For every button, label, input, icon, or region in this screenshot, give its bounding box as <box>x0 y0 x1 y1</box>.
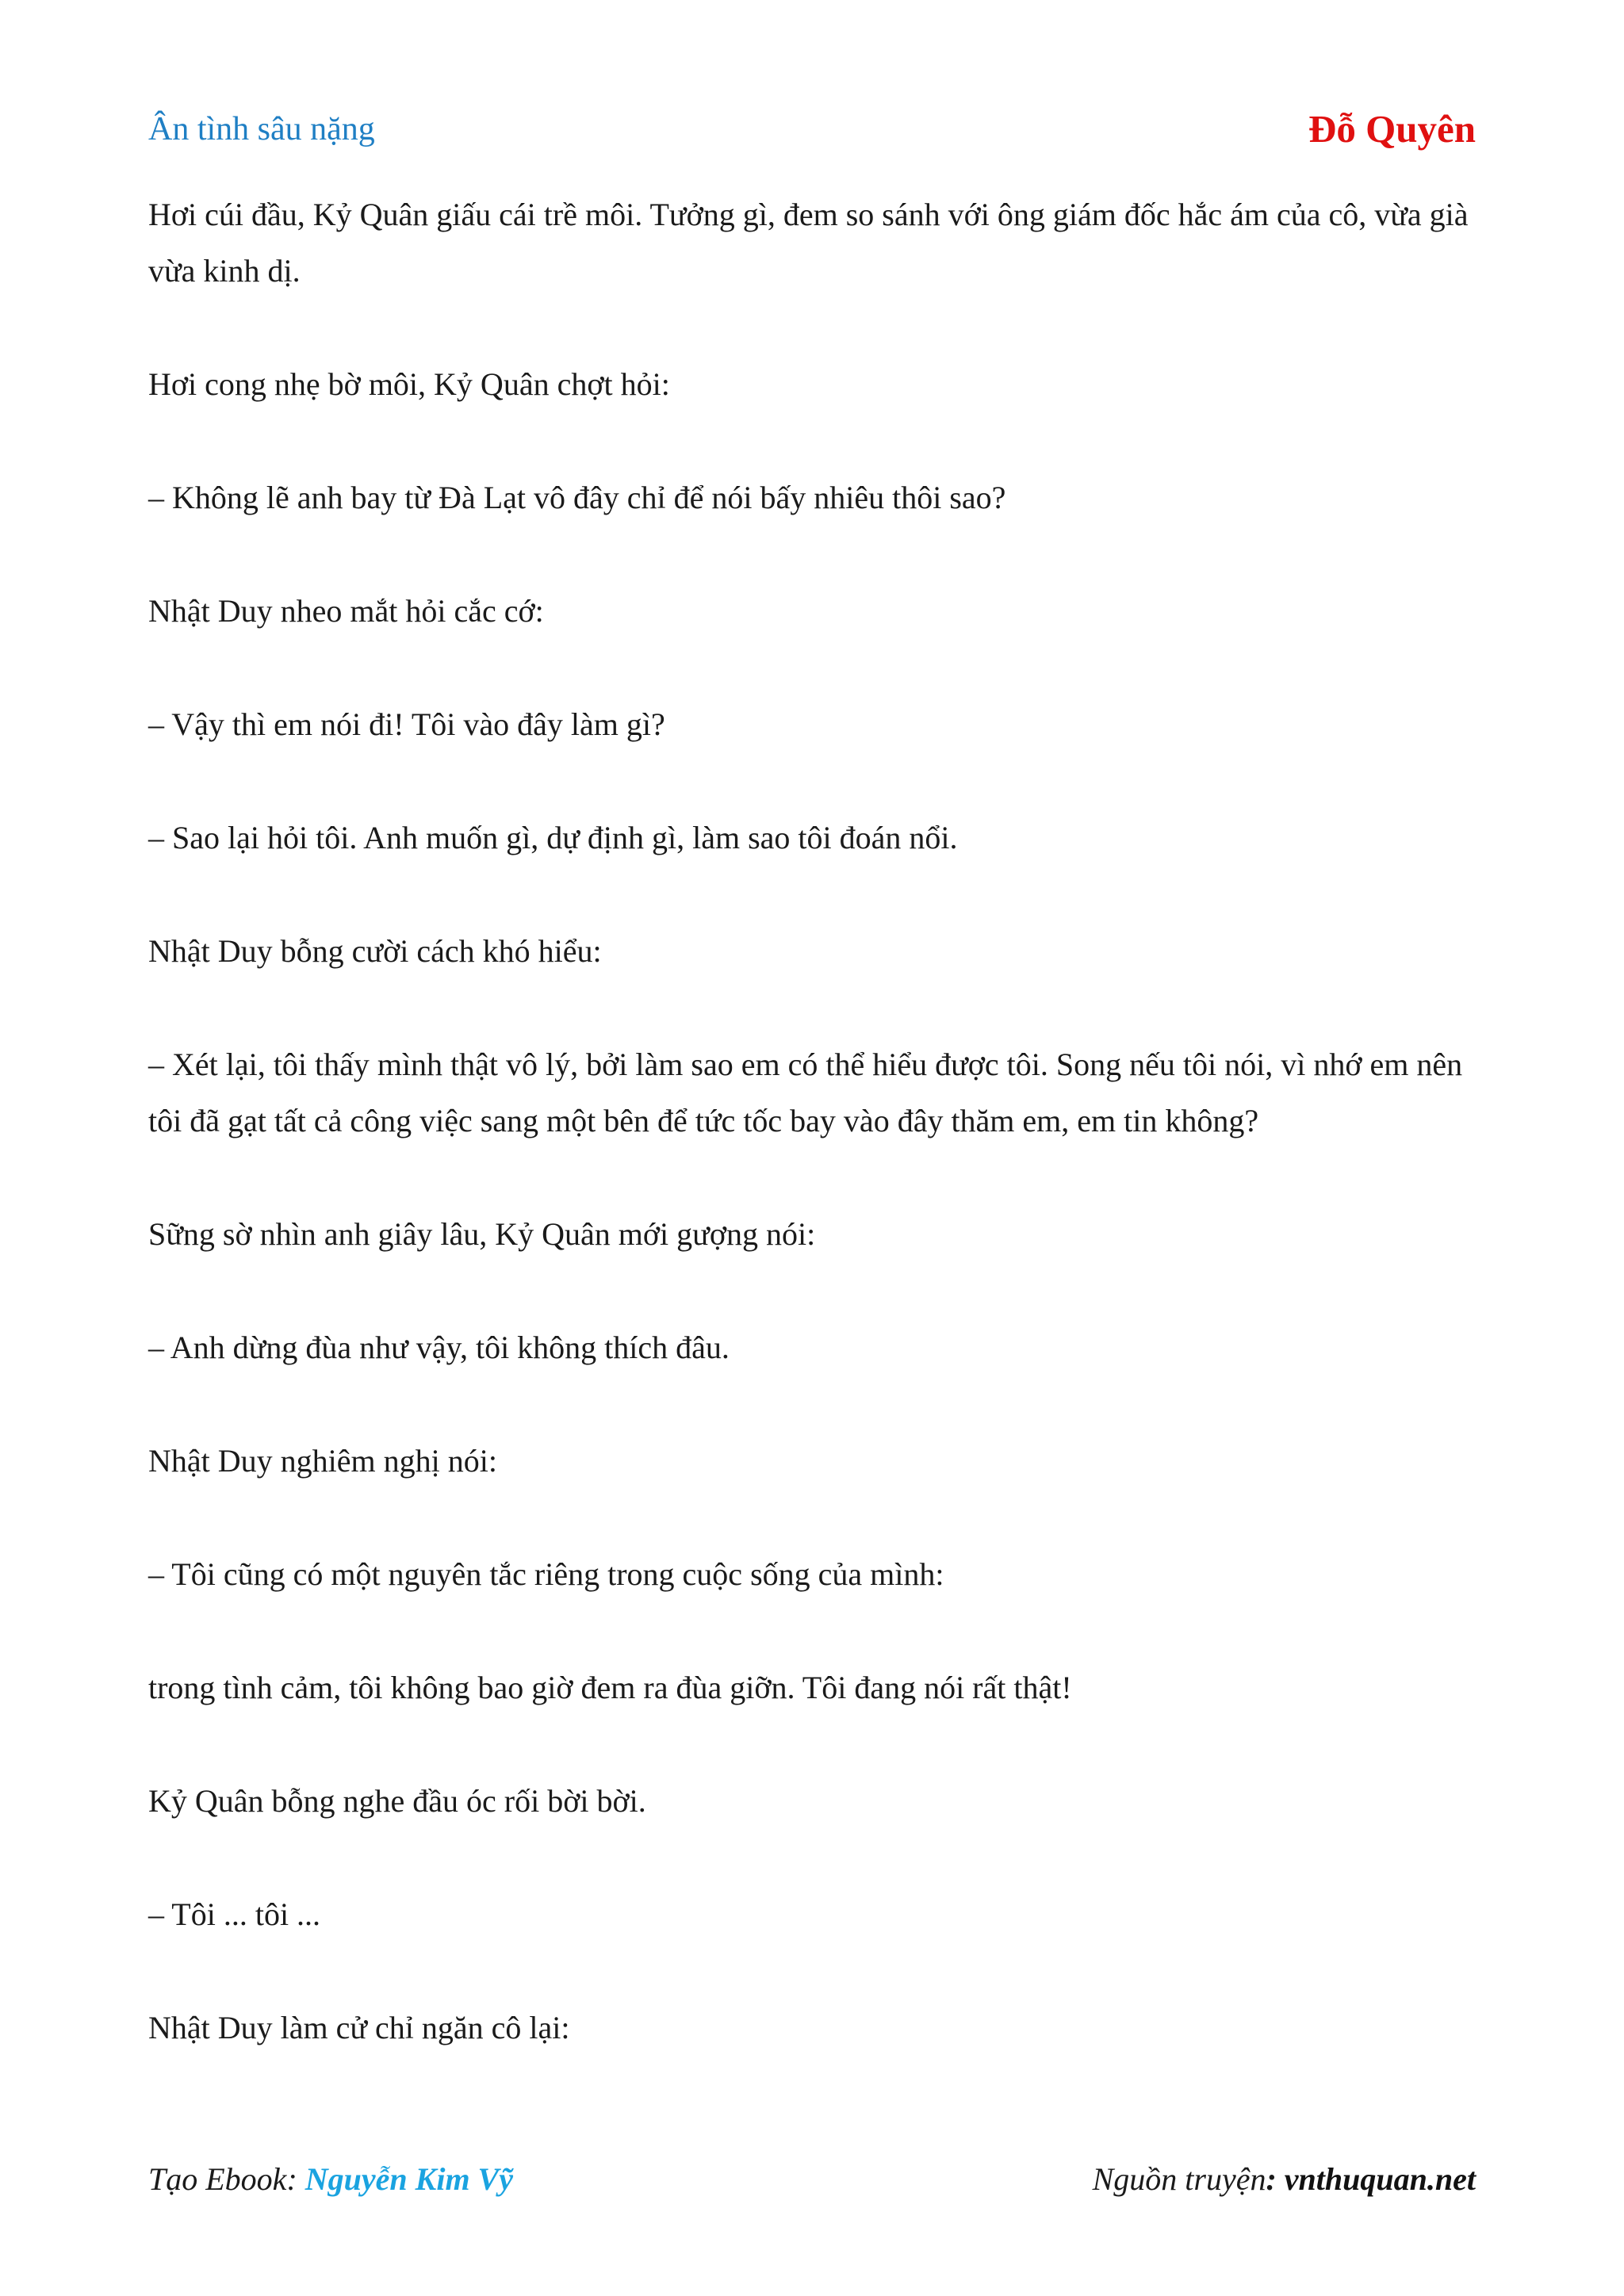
page-body <box>148 186 1476 2056</box>
source-credit <box>1093 2152 1476 2207</box>
ebook-maker-colon: : <box>286 2161 305 2197</box>
paragraph: – Anh dừng đùa như vậy, tôi không thích đâu. <box>148 1330 730 1365</box>
ebook-maker-name: Nguyễn Kim Vỹ <box>304 2161 513 2197</box>
paragraph: trong tình cảm, tôi không bao giờ đem ra đùa giỡn. Tôi đang nói rất thật! <box>148 1670 1072 1705</box>
paragraph: Nhật Duy làm cử chỉ ngăn cô lại: <box>148 2010 570 2045</box>
author-name: Đỗ Quyên <box>1308 107 1476 151</box>
paragraph: – Vậy thì em nói đi! Tôi vào đây làm gì? <box>148 706 665 742</box>
page-header <box>148 101 1476 157</box>
paragraph: Sững sờ nhìn anh giây lâu, Kỷ Quân mới gượng nói: <box>148 1216 816 1252</box>
source-label: Nguồn truyện <box>1092 2161 1266 2197</box>
paragraph: – Không lẽ anh bay từ Đà Lạt vô đây chỉ để nói bấy nhiêu thôi sao? <box>148 480 1006 515</box>
paragraph: – Xét lại, tôi thấy mình thật vô lý, bởi làm sao em có thể hiểu được tôi. Song nếu tôi nói, vì nhớ em nên tôi đã gạt tất cả công việc sang một bên để tức tốc bay vào đây thăm em, em tin không? <box>148 1047 1463 1138</box>
ebook-credit <box>148 2152 513 2207</box>
page-footer <box>148 2152 1476 2207</box>
paragraph: Kỷ Quân bỗng nghe đầu óc rối bời bời. <box>148 1783 646 1819</box>
book-title: Ân tình sâu nặng <box>148 111 375 147</box>
paragraph: Hơi cúi đầu, Kỷ Quân giấu cái trề môi. Tưởng gì, đem so sánh với ông giám đốc hắc ám của cô, vừa già vừa kinh dị. <box>148 197 1469 289</box>
ebook-maker-label: Tạo Ebook <box>148 2161 287 2197</box>
source-site: vnthuquan.net <box>1284 2161 1476 2197</box>
paragraph: – Sao lại hỏi tôi. Anh muốn gì, dự định gì, làm sao tôi đoán nổi. <box>148 820 958 855</box>
source-colon: : <box>1266 2161 1285 2197</box>
paragraph: Hơi cong nhẹ bờ môi, Kỷ Quân chợt hỏi: <box>148 366 670 402</box>
paragraph: – Tôi ... tôi ... <box>148 1896 321 1932</box>
paragraph: Nhật Duy nheo mắt hỏi cắc cớ: <box>148 593 544 629</box>
paragraph: – Tôi cũng có một nguyên tắc riêng trong cuộc sống của mình: <box>148 1556 944 1592</box>
paragraph: Nhật Duy bỗng cười cách khó hiểu: <box>148 933 602 969</box>
paragraph: Nhật Duy nghiêm nghị nói: <box>148 1443 497 1479</box>
